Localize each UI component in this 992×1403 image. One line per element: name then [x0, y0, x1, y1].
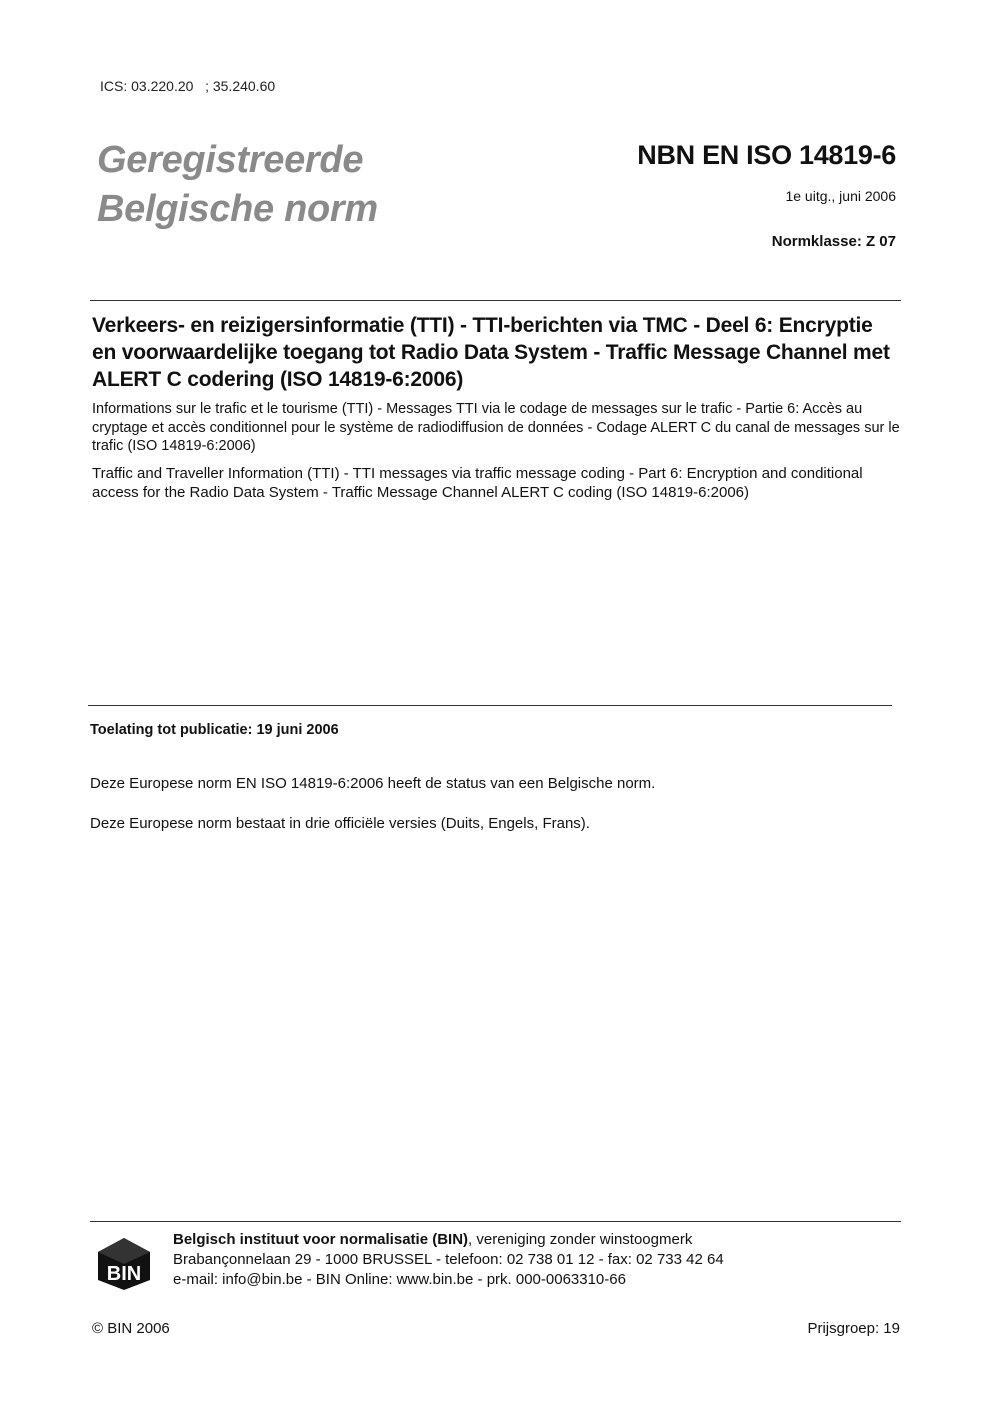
org-address: Brabançonnelaan 29 - 1000 BRUSSEL - telefoon: 02 738 01 12 - fax: 02 733 42 64	[173, 1251, 724, 1268]
versions-statement: Deze Europese norm bestaat in drie officiële versies (Duits, Engels, Frans).	[90, 815, 590, 832]
edition: 1e uitg., juni 2006	[785, 188, 896, 204]
divider-footer	[90, 1221, 901, 1222]
ics-codes	[100, 78, 275, 94]
copyright: © BIN 2006	[92, 1320, 170, 1337]
norm-class: Normklasse: Z 07	[771, 233, 896, 250]
status-statement: Deze Europese norm EN ISO 14819-6:2006 heeft de status van een Belgische norm.	[90, 775, 656, 792]
ics-values: 03.220.20 ; 35.240.60	[127, 78, 276, 94]
org-name: Belgisch instituut voor normalisatie (BIN)	[173, 1231, 469, 1248]
title-dutch: Verkeers- en reizigersinformatie (TTI) - TTI-berichten via TMC - Deel 6: Encryptie en voorwaardelijke toegang tot Radio Data System - Traffic Message Channel met ALERT C codering (ISO 14819-6:2006)	[92, 314, 890, 391]
footer-org-line	[173, 1230, 724, 1250]
bin-logo-icon	[96, 1236, 152, 1292]
price-group: Prijsgroep: 19	[807, 1320, 900, 1337]
footer-organization	[173, 1230, 724, 1290]
norm-number: NBN EN ISO 14819-6	[637, 140, 896, 170]
publication-approval: Toelating tot publicatie: 19 juni 2006	[90, 722, 339, 738]
title-english: Traffic and Traveller Information (TTI) - TTI messages via traffic message coding - Part 6: Encryption and conditional access for the Radio Data System - Traffic Message Channel ALERT C coding (ISO 14819-6:2006)	[92, 465, 863, 501]
divider-top	[90, 300, 901, 301]
bin-logo	[96, 1236, 152, 1292]
title-french: Informations sur le trafic et le tourisme (TTI) - Messages TTI via le codage de messages sur le trafic - Partie 6: Accès au cryptage et accès conditionnel pour le système de radiodiffusion de données - Codage ALERT C du canal de messages sur le trafic (ISO 14819-6:2006)	[92, 401, 900, 454]
bin-logo-text: BIN	[106, 1263, 142, 1285]
brand-title-line2: Belgische norm	[97, 188, 378, 230]
divider-middle	[88, 705, 892, 706]
brand-title-line1: Geregistreerde	[97, 139, 364, 181]
brand-title	[97, 136, 378, 234]
org-type: , vereniging zonder winstoogmerk	[468, 1231, 693, 1248]
org-contact: e-mail: info@bin.be - BIN Online: www.bin.be - prk. 000-0063310-66	[173, 1271, 626, 1288]
ics-label: ICS:	[100, 78, 128, 94]
